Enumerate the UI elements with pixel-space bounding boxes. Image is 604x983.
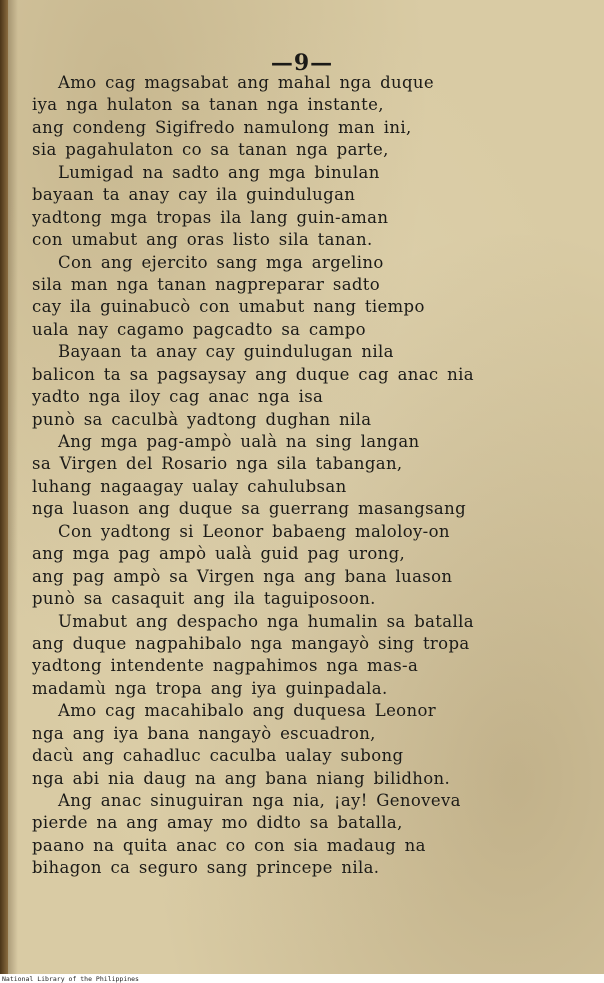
poem-line: Con yadtong si Leonor babaeng maloloy-on [58,521,450,541]
page-number: —9— [270,50,334,76]
poem-line: Umabut ang despacho nga humalin sa batalla [58,611,474,631]
poem-line: bayaan ta anay cay ila guindulugan [32,185,356,205]
poem-line: cay ila guinabucò con umabut nang tiempo [32,297,425,317]
poem-text [32,72,592,880]
poem-line: yadtong mga tropas ila lang guin-aman [32,207,389,227]
binding-edge [0,0,8,974]
poem-line: sa Virgen del Rosario nga sila tabangan, [32,454,403,474]
poem-line: punò sa casaquit ang ila taguiposoon. [32,589,376,609]
poem-line: ang mga pag ampò ualà guid pag urong, [32,544,406,564]
poem-line: iya nga hulaton sa tanan nga instante, [32,95,384,115]
poem-line: Ang mga pag-ampò ualà na sing langan [58,432,420,451]
poem-line: madamù nga tropa ang iya guinpadala. [32,678,388,698]
footer-credit: National Library of the Philippines [2,975,139,983]
poem-line: nga ang iya bana nangayò escuadron, [32,723,376,743]
poem-line: nga abi nia daug na ang bana niang bilidhon. [32,768,451,788]
poem-line: dacù ang cahadluc caculba ualay subong [32,746,404,766]
poem-line: ang pag ampò sa Virgen nga ang bana luason [32,566,453,586]
poem-line: sila man nga tanan nagpreparar sadto [32,274,381,294]
poem-line: ang condeng Sigifredo namulong man ini, [32,117,412,137]
poem-line: Ang anac sinuguiran nga nia, ¡ay! Genoveva [58,791,461,810]
poem-line: balicon ta sa pagsaysay ang duque cag anac nia [32,364,474,384]
poem-line: luhang nagaagay ualay cahulubsan [32,476,347,496]
poem-line: sia pagahulaton co sa tanan nga parte, [32,140,389,160]
poem-line: yadtong intendente nagpahimos nga mas-a [32,656,419,676]
poem-line: bihagon ca seguro sang princepe nila. [32,858,380,878]
poem-line: yadto nga iloy cag anac nga isa [32,387,324,407]
poem-line: Amo cag macahibalo ang duquesa Leonor [58,701,436,721]
poem-line: Amo cag magsabat ang mahal nga duque [58,73,435,92]
poem-line: paano na quita anac co con sia madaug na [32,835,426,855]
poem-line: punò sa caculbà yadtong dughan nila [32,409,372,429]
poem-line: ang duque nagpahibalo nga mangayò sing tropa [32,633,470,653]
poem-line: uala nay cagamo pagcadto sa campo [32,319,366,339]
poem-line: con umabut ang oras listo sila tanan. [32,230,373,250]
poem-line: Bayaan ta anay cay guindulugan nila [58,342,394,362]
poem-line: nga luason ang duque sa guerrang masangsang [32,499,467,519]
poem-line: Con ang ejercito sang mga argelino [58,252,384,272]
poem-line: pierde na ang amay mo didto sa batalla, [32,813,403,833]
poem-line: Lumigad na sadto ang mga binulan [58,162,380,182]
